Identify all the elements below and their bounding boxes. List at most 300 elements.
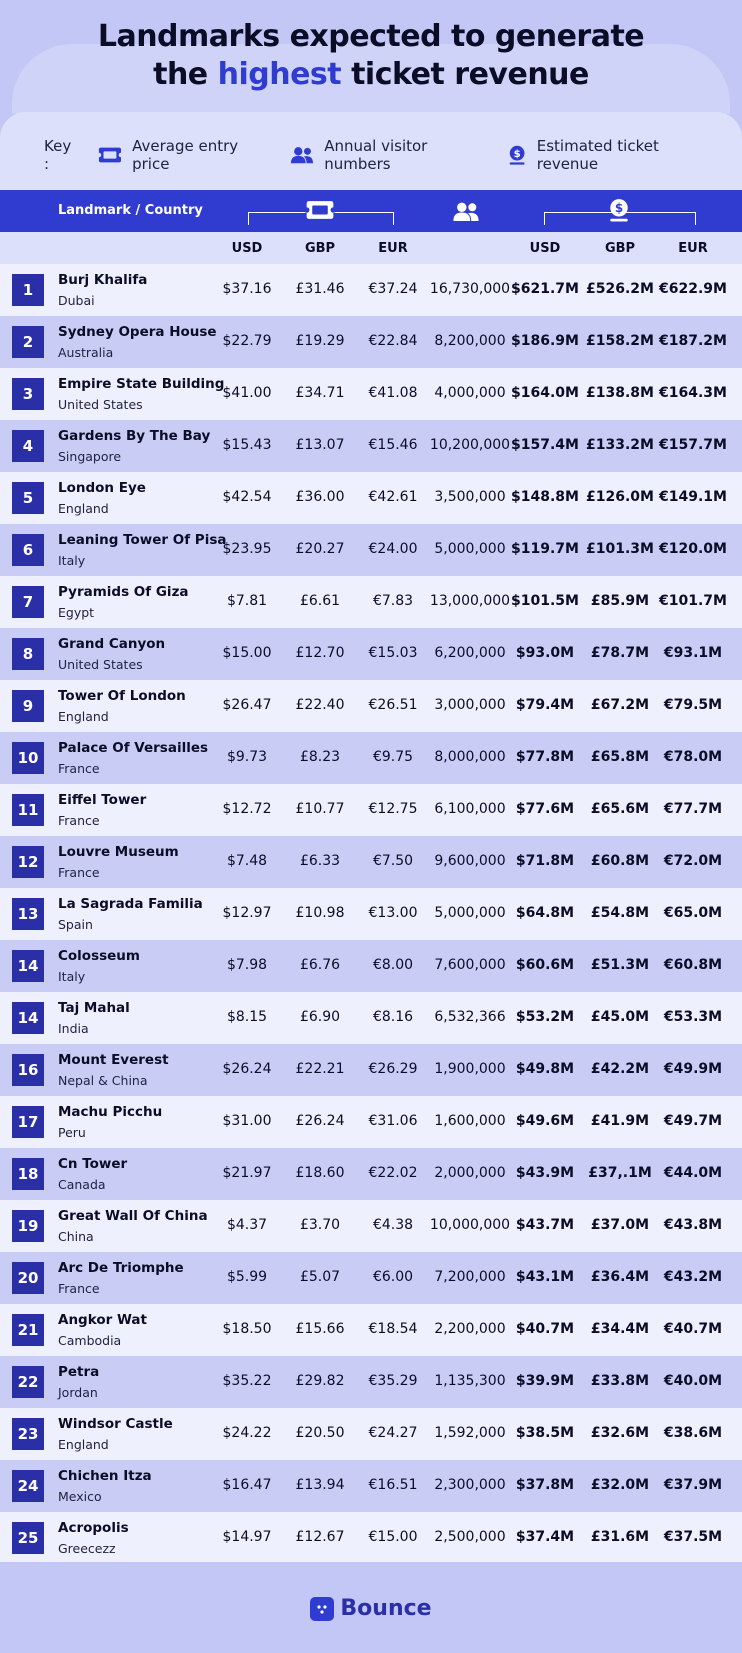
- visitors-cell: 2,300,000: [434, 1477, 506, 1493]
- price-gbp-cell: £6.33: [299, 853, 341, 869]
- title-highlight: highest: [217, 57, 342, 92]
- visitors-cell: 10,200,000: [429, 437, 511, 453]
- rank-badge: 22: [12, 1366, 44, 1398]
- revenue-eur-cell: €187.2M: [659, 333, 727, 349]
- revenue-usd-cell: $43.1M: [515, 1269, 575, 1285]
- price-eur-cell: €7.83: [372, 593, 414, 609]
- table-row: [0, 524, 742, 576]
- price-usd-header: USD: [231, 241, 263, 256]
- landmark-country: Singapore: [58, 449, 122, 464]
- price-gbp-cell: £6.76: [299, 957, 341, 973]
- visitors-cell: 5,000,000: [434, 905, 506, 921]
- price-eur-cell: €8.00: [372, 957, 414, 973]
- landmark-name: Arc De Triomphe: [58, 1260, 184, 1276]
- revenue-usd-cell: $38.5M: [515, 1425, 575, 1441]
- landmark-country: India: [58, 1021, 89, 1036]
- revenue-gbp-cell: £133.2M: [586, 437, 654, 453]
- revenue-gbp-cell: £32.0M: [590, 1477, 650, 1493]
- revenue-eur-cell: €622.9M: [659, 281, 727, 297]
- landmark-name: Acropolis: [58, 1520, 129, 1536]
- landmark-country: Canada: [58, 1177, 106, 1192]
- table-row: [0, 628, 742, 680]
- revenue-eur-cell: €164.3M: [659, 385, 727, 401]
- landmark-country: Egypt: [58, 605, 95, 620]
- visitors-cell: 1,135,300: [434, 1373, 506, 1389]
- visitors-cell: 16,730,000: [429, 281, 511, 297]
- table-row: [0, 1304, 742, 1356]
- revenue-eur-cell: €93.1M: [663, 645, 723, 661]
- key-label: Key :: [44, 137, 72, 173]
- revenue-eur-cell: €37.9M: [663, 1477, 723, 1493]
- landmark-name: Great Wall Of China: [58, 1208, 208, 1224]
- svg-text:$: $: [614, 201, 624, 216]
- revenue-gbp-cell: £32.6M: [590, 1425, 650, 1441]
- table-row: [0, 1096, 742, 1148]
- revenue-eur-cell: €49.7M: [663, 1113, 723, 1129]
- price-eur-cell: €4.38: [372, 1217, 414, 1233]
- price-eur-cell: €26.51: [368, 697, 418, 713]
- price-eur-cell: €6.00: [372, 1269, 414, 1285]
- revenue-gbp-cell: £37.0M: [590, 1217, 650, 1233]
- visitors-cell: 5,000,000: [434, 541, 506, 557]
- revenue-eur-header: EUR: [678, 241, 708, 256]
- table-row: [0, 1044, 742, 1096]
- price-eur-cell: €18.54: [368, 1321, 418, 1337]
- revenue-gbp-cell: £78.7M: [590, 645, 650, 661]
- price-usd-cell: $23.95: [222, 541, 272, 557]
- price-usd-cell: $4.37: [226, 1217, 268, 1233]
- price-gbp-cell: £3.70: [299, 1217, 341, 1233]
- price-eur-cell: €31.06: [368, 1113, 418, 1129]
- price-usd-cell: $42.54: [222, 489, 272, 505]
- table-row: [0, 836, 742, 888]
- landmark-country: Nepal & China: [58, 1073, 148, 1088]
- revenue-usd-cell: $49.6M: [515, 1113, 575, 1129]
- landmark-country: Italy: [58, 553, 86, 568]
- price-eur-cell: €12.75: [368, 801, 418, 817]
- visitors-cell: 1,900,000: [434, 1061, 506, 1077]
- key-item-revenue: [507, 137, 710, 173]
- page-title: [0, 0, 742, 94]
- landmark-country: Mexico: [58, 1489, 102, 1504]
- rank-badge: 7: [12, 586, 44, 618]
- revenue-gbp-cell: £37,.1M: [588, 1165, 652, 1181]
- table-row: [0, 576, 742, 628]
- price-usd-cell: $7.81: [226, 593, 268, 609]
- revenue-eur-cell: €120.0M: [659, 541, 727, 557]
- price-usd-cell: $31.00: [222, 1113, 272, 1129]
- price-gbp-cell: £34.71: [295, 385, 345, 401]
- revenue-gbp-cell: £158.2M: [586, 333, 654, 349]
- brand-logo: [0, 1596, 742, 1621]
- rank-badge: 8: [12, 638, 44, 670]
- revenue-gbp-cell: £138.8M: [586, 385, 654, 401]
- revenue-eur-cell: €53.3M: [663, 1009, 723, 1025]
- revenue-eur-cell: €44.0M: [663, 1165, 723, 1181]
- rank-badge: 1: [12, 274, 44, 306]
- table-row: [0, 368, 742, 420]
- landmark-name: Colosseum: [58, 948, 140, 964]
- title-line-1: Landmarks expected to generate: [97, 19, 645, 54]
- price-gbp-cell: £12.67: [295, 1529, 345, 1545]
- revenue-gbp-cell: £526.2M: [586, 281, 654, 297]
- rank-badge: 20: [12, 1262, 44, 1294]
- table-header: [0, 190, 742, 232]
- table-body: [0, 264, 742, 1564]
- visitors-cell: 1,600,000: [434, 1113, 506, 1129]
- header-ticket-icon: [305, 200, 335, 220]
- price-gbp-cell: £10.98: [295, 905, 345, 921]
- price-gbp-cell: £13.07: [295, 437, 345, 453]
- revenue-usd-cell: $64.8M: [515, 905, 575, 921]
- key-item-visitors: [290, 137, 484, 173]
- price-usd-cell: $26.24: [222, 1061, 272, 1077]
- dollar-coin-icon: [507, 144, 527, 166]
- landmark-name: La Sagrada Familia: [58, 896, 203, 912]
- revenue-eur-cell: €78.0M: [663, 749, 723, 765]
- price-gbp-cell: £6.61: [299, 593, 341, 609]
- landmark-name: Palace Of Versailles: [58, 740, 209, 756]
- footer: [0, 1562, 742, 1653]
- price-gbp-cell: £31.46: [295, 281, 345, 297]
- revenue-usd-cell: $621.7M: [511, 281, 579, 297]
- revenue-eur-cell: €72.0M: [663, 853, 723, 869]
- table-row: [0, 1252, 742, 1304]
- price-eur-cell: €24.27: [368, 1425, 418, 1441]
- title-line-2-post: ticket revenue: [341, 57, 589, 92]
- price-gbp-header: GBP: [304, 241, 336, 256]
- landmark-name: Eiffel Tower: [58, 792, 147, 808]
- revenue-gbp-cell: £34.4M: [590, 1321, 650, 1337]
- revenue-usd-cell: $77.8M: [515, 749, 575, 765]
- visitors-cell: 1,592,000: [434, 1425, 506, 1441]
- landmark-country: Spain: [58, 917, 93, 932]
- table-row: [0, 1512, 742, 1564]
- price-gbp-cell: £5.07: [299, 1269, 341, 1285]
- ticket-icon: [98, 146, 122, 164]
- revenue-gbp-cell: £45.0M: [590, 1009, 650, 1025]
- rank-badge: 16: [12, 1054, 44, 1086]
- price-usd-cell: $16.47: [222, 1477, 272, 1493]
- revenue-usd-cell: $119.7M: [511, 541, 579, 557]
- table-row: [0, 732, 742, 784]
- title-area: [0, 0, 742, 112]
- landmark-country: Cambodia: [58, 1333, 122, 1348]
- visitors-cell: 8,200,000: [434, 333, 506, 349]
- revenue-eur-cell: €77.7M: [663, 801, 723, 817]
- price-gbp-cell: £6.90: [299, 1009, 341, 1025]
- visitors-cell: 2,200,000: [434, 1321, 506, 1337]
- brand-name: Bounce: [340, 1596, 432, 1621]
- revenue-eur-cell: €43.2M: [663, 1269, 723, 1285]
- table-row: [0, 420, 742, 472]
- revenue-usd-cell: $53.2M: [515, 1009, 575, 1025]
- landmark-country: Dubai: [58, 293, 95, 308]
- landmark-country: England: [58, 501, 109, 516]
- revenue-eur-cell: €49.9M: [663, 1061, 723, 1077]
- revenue-eur-cell: €40.0M: [663, 1373, 723, 1389]
- price-eur-cell: €13.00: [368, 905, 418, 921]
- revenue-usd-cell: $43.7M: [515, 1217, 575, 1233]
- revenue-eur-cell: €157.7M: [659, 437, 727, 453]
- visitors-cell: 10,000,000: [429, 1217, 511, 1233]
- revenue-usd-cell: $49.8M: [515, 1061, 575, 1077]
- table-row: [0, 1148, 742, 1200]
- key-item-visitors-label: Annual visitor numbers: [324, 137, 428, 173]
- visitors-cell: 4,000,000: [434, 385, 506, 401]
- visitors-cell: 6,200,000: [434, 645, 506, 661]
- landmark-name: Mount Everest: [58, 1052, 169, 1068]
- landmark-name: Chichen Itza: [58, 1468, 152, 1484]
- rank-badge: 25: [12, 1522, 44, 1554]
- landmark-country: Jordan: [58, 1385, 98, 1400]
- key-item-revenue-label: Estimated ticket revenue: [536, 137, 659, 173]
- revenue-usd-header: USD: [529, 241, 561, 256]
- table-row: [0, 680, 742, 732]
- revenue-eur-cell: €65.0M: [663, 905, 723, 921]
- landmark-name: Empire State Building: [58, 376, 225, 392]
- revenue-gbp-cell: £65.8M: [590, 749, 650, 765]
- price-eur-cell: €15.00: [368, 1529, 418, 1545]
- landmark-country: France: [58, 865, 100, 880]
- table-row: [0, 316, 742, 368]
- bounce-logo-icon: [310, 1597, 334, 1621]
- price-usd-cell: $22.79: [222, 333, 272, 349]
- table-row: [0, 472, 742, 524]
- visitors-cell: 3,000,000: [434, 697, 506, 713]
- price-gbp-cell: £22.40: [295, 697, 345, 713]
- revenue-eur-cell: €43.8M: [663, 1217, 723, 1233]
- key-item-price-label: Average entry price: [132, 137, 239, 173]
- landmark-column-header: Landmark / Country: [58, 203, 203, 218]
- visitors-cell: 9,600,000: [434, 853, 506, 869]
- revenue-eur-cell: €149.1M: [659, 489, 727, 505]
- revenue-usd-cell: $186.9M: [511, 333, 579, 349]
- revenue-eur-cell: €37.5M: [663, 1529, 723, 1545]
- revenue-usd-cell: $101.5M: [511, 593, 579, 609]
- price-usd-cell: $35.22: [222, 1373, 272, 1389]
- price-usd-cell: $12.97: [222, 905, 272, 921]
- visitors-cell: 13,000,000: [429, 593, 511, 609]
- price-eur-cell: €37.24: [368, 281, 418, 297]
- revenue-eur-cell: €79.5M: [663, 697, 723, 713]
- header-dollar-coin-icon: [607, 198, 631, 222]
- table-row: [0, 1356, 742, 1408]
- landmark-name: Grand Canyon: [58, 636, 166, 652]
- price-usd-cell: $8.15: [226, 1009, 268, 1025]
- revenue-usd-cell: $43.9M: [515, 1165, 575, 1181]
- revenue-eur-cell: €40.7M: [663, 1321, 723, 1337]
- visitors-cell: 2,500,000: [434, 1529, 506, 1545]
- visitors-cell: 3,500,000: [434, 489, 506, 505]
- landmark-country: Australia: [58, 345, 114, 360]
- header-people-icon: [452, 201, 480, 222]
- price-gbp-cell: £19.29: [295, 333, 345, 349]
- landmark-name: Cn Tower: [58, 1156, 128, 1172]
- price-eur-cell: €15.46: [368, 437, 418, 453]
- price-usd-cell: $12.72: [222, 801, 272, 817]
- price-gbp-cell: £26.24: [295, 1113, 345, 1129]
- visitors-cell: 8,000,000: [434, 749, 506, 765]
- price-eur-cell: €24.00: [368, 541, 418, 557]
- landmark-name: Taj Mahal: [58, 1000, 130, 1016]
- revenue-gbp-cell: £85.9M: [590, 593, 650, 609]
- price-gbp-cell: £20.50: [295, 1425, 345, 1441]
- price-gbp-cell: £10.77: [295, 801, 345, 817]
- rank-badge: 14: [12, 1002, 44, 1034]
- revenue-eur-cell: €101.7M: [659, 593, 727, 609]
- table-row: [0, 1408, 742, 1460]
- revenue-usd-cell: $77.6M: [515, 801, 575, 817]
- price-eur-cell: €8.16: [372, 1009, 414, 1025]
- table-row: [0, 1460, 742, 1512]
- price-usd-cell: $18.50: [222, 1321, 272, 1337]
- landmark-name: Petra: [58, 1364, 100, 1380]
- revenue-gbp-cell: £41.9M: [590, 1113, 650, 1129]
- column-subheaders: [0, 232, 742, 264]
- revenue-usd-cell: $148.8M: [511, 489, 579, 505]
- landmark-name: Sydney Opera House: [58, 324, 217, 340]
- landmark-country: Greecezz: [58, 1541, 116, 1556]
- price-eur-cell: €15.03: [368, 645, 418, 661]
- revenue-gbp-header: GBP: [604, 241, 636, 256]
- landmark-name: Tower Of London: [58, 688, 186, 704]
- rank-badge: 21: [12, 1314, 44, 1346]
- landmark-country: China: [58, 1229, 94, 1244]
- price-eur-cell: €41.08: [368, 385, 418, 401]
- revenue-usd-cell: $157.4M: [511, 437, 579, 453]
- rank-badge: 2: [12, 326, 44, 358]
- rank-badge: 13: [12, 898, 44, 930]
- price-usd-cell: $15.43: [222, 437, 272, 453]
- revenue-gbp-cell: £67.2M: [590, 697, 650, 713]
- price-gbp-cell: £29.82: [295, 1373, 345, 1389]
- revenue-usd-cell: $60.6M: [515, 957, 575, 973]
- rank-badge: 23: [12, 1418, 44, 1450]
- title-line-2-pre: the: [153, 57, 218, 92]
- revenue-gbp-cell: £60.8M: [590, 853, 650, 869]
- revenue-usd-cell: $79.4M: [515, 697, 575, 713]
- price-usd-cell: $24.22: [222, 1425, 272, 1441]
- revenue-gbp-cell: £126.0M: [586, 489, 654, 505]
- price-usd-cell: $5.99: [226, 1269, 268, 1285]
- table-row: [0, 784, 742, 836]
- svg-text:$: $: [513, 148, 521, 160]
- rank-badge: 12: [12, 846, 44, 878]
- rank-badge: 4: [12, 430, 44, 462]
- revenue-gbp-cell: £31.6M: [590, 1529, 650, 1545]
- price-eur-cell: €9.75: [372, 749, 414, 765]
- price-gbp-cell: £20.27: [295, 541, 345, 557]
- revenue-eur-cell: €60.8M: [663, 957, 723, 973]
- price-eur-cell: €35.29: [368, 1373, 418, 1389]
- table-row: [0, 264, 742, 316]
- people-icon: [290, 145, 314, 165]
- revenue-gbp-cell: £101.3M: [586, 541, 654, 557]
- revenue-gbp-cell: £33.8M: [590, 1373, 650, 1389]
- price-eur-cell: €42.61: [368, 489, 418, 505]
- key-item-price: [98, 137, 268, 173]
- revenue-usd-cell: $39.9M: [515, 1373, 575, 1389]
- landmark-name: Louvre Museum: [58, 844, 179, 860]
- rank-badge: 10: [12, 742, 44, 774]
- revenue-gbp-cell: £65.6M: [590, 801, 650, 817]
- revenue-usd-cell: $37.4M: [515, 1529, 575, 1545]
- price-usd-cell: $15.00: [222, 645, 272, 661]
- rank-badge: 6: [12, 534, 44, 566]
- revenue-gbp-cell: £51.3M: [590, 957, 650, 973]
- price-eur-cell: €22.02: [368, 1165, 418, 1181]
- landmark-country: United States: [58, 397, 143, 412]
- landmark-country: United States: [58, 657, 143, 672]
- rank-badge: 24: [12, 1470, 44, 1502]
- revenue-usd-cell: $71.8M: [515, 853, 575, 869]
- price-gbp-cell: £13.94: [295, 1477, 345, 1493]
- price-gbp-cell: £22.21: [295, 1061, 345, 1077]
- landmark-country: Peru: [58, 1125, 86, 1140]
- visitors-cell: 7,200,000: [434, 1269, 506, 1285]
- revenue-usd-cell: $164.0M: [511, 385, 579, 401]
- rank-badge: 11: [12, 794, 44, 826]
- price-eur-cell: €22.84: [368, 333, 418, 349]
- price-usd-cell: $26.47: [222, 697, 272, 713]
- landmark-name: Burj Khalifa: [58, 272, 148, 288]
- visitors-cell: 7,600,000: [434, 957, 506, 973]
- price-usd-cell: $7.48: [226, 853, 268, 869]
- revenue-usd-cell: $93.0M: [515, 645, 575, 661]
- visitors-cell: 6,532,366: [434, 1009, 506, 1025]
- price-gbp-cell: £15.66: [295, 1321, 345, 1337]
- revenue-gbp-cell: £54.8M: [590, 905, 650, 921]
- table-row: [0, 940, 742, 992]
- rank-badge: 9: [12, 690, 44, 722]
- landmark-country: France: [58, 761, 100, 776]
- revenue-eur-cell: €38.6M: [663, 1425, 723, 1441]
- revenue-gbp-cell: £36.4M: [590, 1269, 650, 1285]
- landmark-country: France: [58, 1281, 100, 1296]
- rank-badge: 14: [12, 950, 44, 982]
- price-usd-cell: $7.98: [226, 957, 268, 973]
- landmark-name: Machu Picchu: [58, 1104, 163, 1120]
- landmark-country: Italy: [58, 969, 86, 984]
- price-gbp-cell: £18.60: [295, 1165, 345, 1181]
- price-eur-cell: €16.51: [368, 1477, 418, 1493]
- price-usd-cell: $9.73: [226, 749, 268, 765]
- landmark-country: France: [58, 813, 100, 828]
- landmark-country: England: [58, 709, 109, 724]
- landmark-name: Pyramids Of Giza: [58, 584, 189, 600]
- price-gbp-cell: £12.70: [295, 645, 345, 661]
- revenue-gbp-cell: £42.2M: [590, 1061, 650, 1077]
- rank-badge: 18: [12, 1158, 44, 1190]
- price-eur-cell: €26.29: [368, 1061, 418, 1077]
- rank-badge: 17: [12, 1106, 44, 1138]
- rank-badge: 5: [12, 482, 44, 514]
- table-panel: [0, 112, 742, 1562]
- revenue-usd-cell: $40.7M: [515, 1321, 575, 1337]
- landmark-name: Angkor Wat: [58, 1312, 147, 1328]
- price-usd-cell: $41.00: [222, 385, 272, 401]
- landmark-name: Gardens By The Bay: [58, 428, 211, 444]
- rank-badge: 19: [12, 1210, 44, 1242]
- price-gbp-cell: £8.23: [299, 749, 341, 765]
- table-row: [0, 992, 742, 1044]
- landmark-name: Windsor Castle: [58, 1416, 173, 1432]
- price-gbp-cell: £36.00: [295, 489, 345, 505]
- price-eur-header: EUR: [378, 241, 408, 256]
- landmark-country: England: [58, 1437, 109, 1452]
- rank-badge: 3: [12, 378, 44, 410]
